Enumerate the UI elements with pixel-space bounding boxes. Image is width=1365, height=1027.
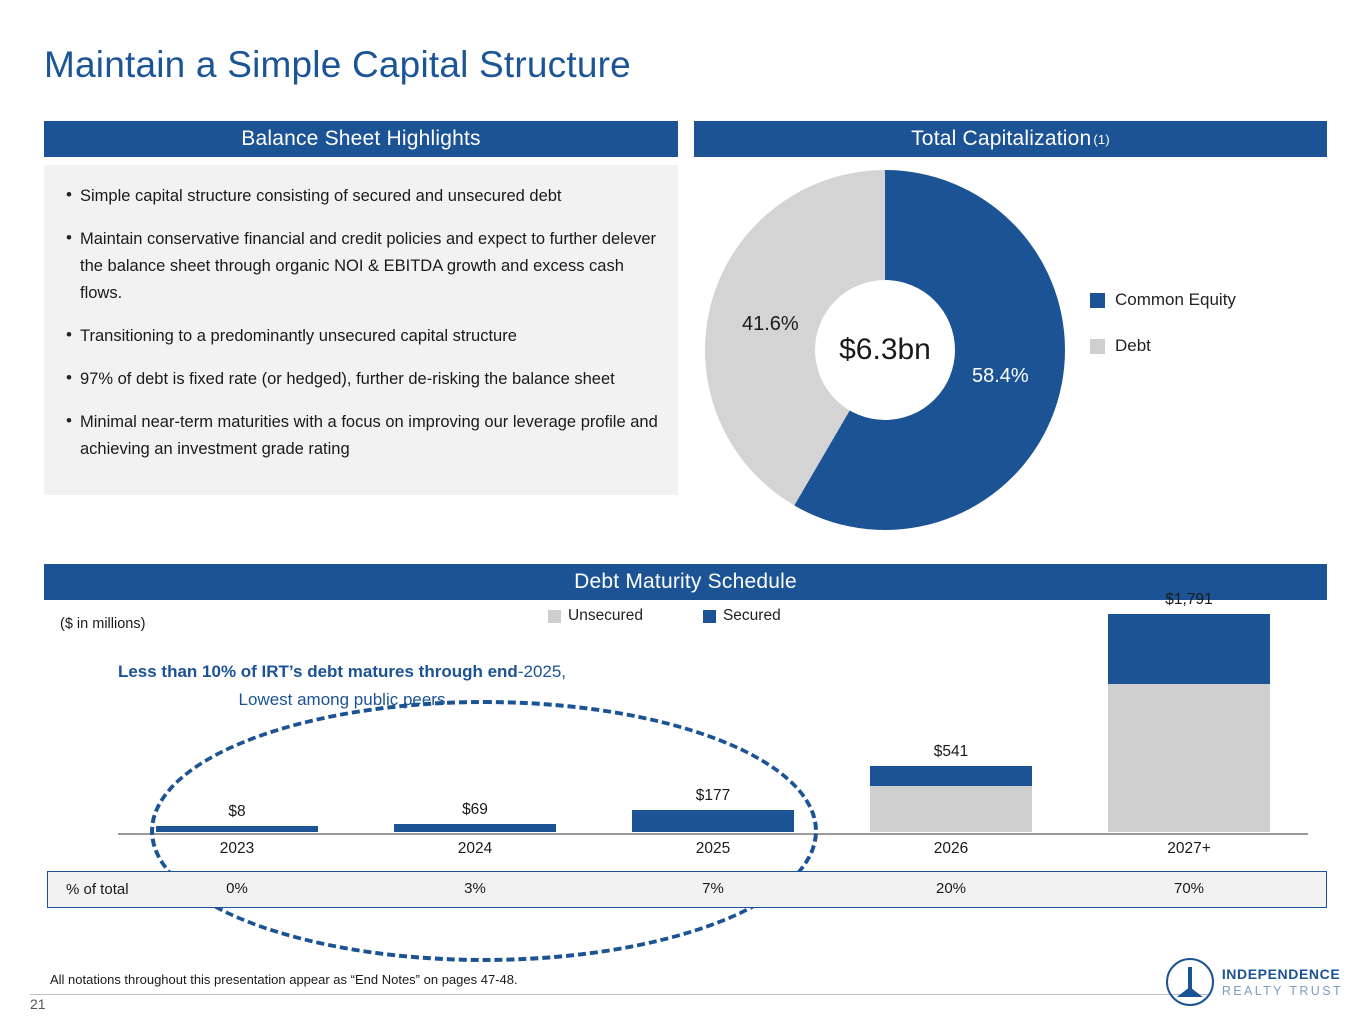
bar-segment-secured [632, 810, 794, 832]
section-header-total-capitalization [694, 121, 1327, 157]
bullet-icon: • [66, 368, 72, 387]
donut-legend [1090, 290, 1236, 382]
bullet-icon: • [66, 411, 72, 430]
x-axis-label: 2027+ [1167, 840, 1211, 857]
percent-of-total-value: 0% [226, 880, 248, 897]
list-item-text: Simple capital structure consisting of secured and unsecured debt [80, 187, 562, 205]
page-title: Maintain a Simple Capital Structure [44, 44, 631, 85]
legend-item-label: Unsecured [568, 607, 643, 624]
x-axis-label: 2025 [695, 840, 731, 857]
percent-of-total-label: % of total [66, 881, 129, 898]
logo-text-secondary: REALTY TRUST [1221, 983, 1343, 998]
legend-item-label: Debt [1115, 336, 1151, 355]
section-header-total-capitalization-label: Total Capitalization [911, 127, 1092, 150]
bullet-icon: • [66, 325, 72, 344]
bar-segment-secured [870, 766, 1032, 786]
page-number: 21 [30, 996, 46, 1012]
donut-slice-label-debt: 41.6% [742, 313, 799, 335]
bar-value-label: $8 [228, 803, 246, 820]
section-header-debt-maturity-label: Debt Maturity Schedule [574, 570, 797, 593]
chart-annotation-line2: Lowest among public peers [238, 690, 446, 709]
x-axis-label: 2026 [933, 840, 969, 857]
bar-value-label: $69 [462, 800, 488, 818]
chart-annotation-bold: Less than 10% of IRT’s debt matures through end [117, 662, 518, 681]
bar-value-label: $1,791 [1165, 591, 1213, 609]
list-item [58, 183, 664, 210]
footnote-marker: (1) [1093, 131, 1110, 147]
total-capitalization-donut-chart [700, 165, 1120, 535]
list-item-text: Transitioning to a predominantly unsecured capital structure [80, 327, 517, 345]
legend-item-common-equity [1090, 290, 1236, 310]
footer-divider [30, 994, 1210, 995]
legend-swatch-icon [1090, 339, 1105, 354]
bar-segment-secured [394, 824, 556, 832]
percent-of-total-value: 7% [702, 880, 724, 897]
bar-column [156, 826, 318, 832]
bar-segment-unsecured [870, 786, 1032, 832]
bar-column [394, 824, 556, 832]
slide-footnote: All notations throughout this presentation appear as “End Notes” on pages 47-48. [50, 972, 518, 987]
list-item [58, 226, 664, 307]
bar-column [870, 766, 1032, 832]
bar-value-label: $541 [933, 743, 969, 761]
donut-slice-label-equity: 58.4% [972, 365, 1029, 387]
x-axis-label: 2023 [219, 840, 255, 857]
logo-text-primary: INDEPENDENCE [1221, 965, 1341, 982]
bar-segment-secured [156, 826, 318, 832]
list-item-text: 97% of debt is fixed rate (or hedged), further de-risking the balance sheet [80, 370, 615, 388]
lighthouse-icon [1166, 958, 1214, 1006]
legend-swatch-icon [1090, 293, 1105, 308]
section-header-balance-sheet [44, 121, 678, 157]
percent-of-total-value: 20% [935, 880, 967, 897]
legend-item-debt [1090, 336, 1236, 356]
list-item [58, 323, 664, 350]
chart-annotation-rest: -2025, [517, 662, 567, 681]
x-axis-label: 2024 [457, 840, 493, 857]
section-header-balance-sheet-label: Balance Sheet Highlights [241, 127, 481, 150]
list-item-text: Minimal near-term maturities with a focus on improving our leverage profile and achieving an investment grade rating [80, 413, 658, 458]
donut-center-label: $6.3bn [815, 280, 955, 420]
bar-segment-secured [1108, 614, 1270, 684]
list-item [58, 366, 664, 393]
bar-value-label: $177 [695, 787, 731, 805]
legend-item-label: Common Equity [1115, 290, 1236, 309]
list-item [58, 409, 664, 463]
percent-of-total-value: 70% [1173, 880, 1205, 897]
legend-item-label: Secured [722, 607, 781, 624]
bar-column [632, 810, 794, 832]
company-logo [1166, 958, 1343, 1006]
x-axis [118, 833, 1308, 835]
percent-of-total-value: 3% [464, 880, 486, 897]
chart-units-note: ($ in millions) [60, 616, 146, 632]
balance-sheet-highlights-list [44, 165, 678, 495]
bar-column [1108, 614, 1270, 832]
bullet-icon: • [66, 228, 72, 247]
list-item-text: Maintain conservative financial and credit policies and expect to further delever the balance sheet through organic NOI & EBITDA growth and excess cash flows. [80, 230, 656, 302]
bar-segment-unsecured [1108, 684, 1270, 832]
bullet-icon: • [66, 185, 72, 204]
